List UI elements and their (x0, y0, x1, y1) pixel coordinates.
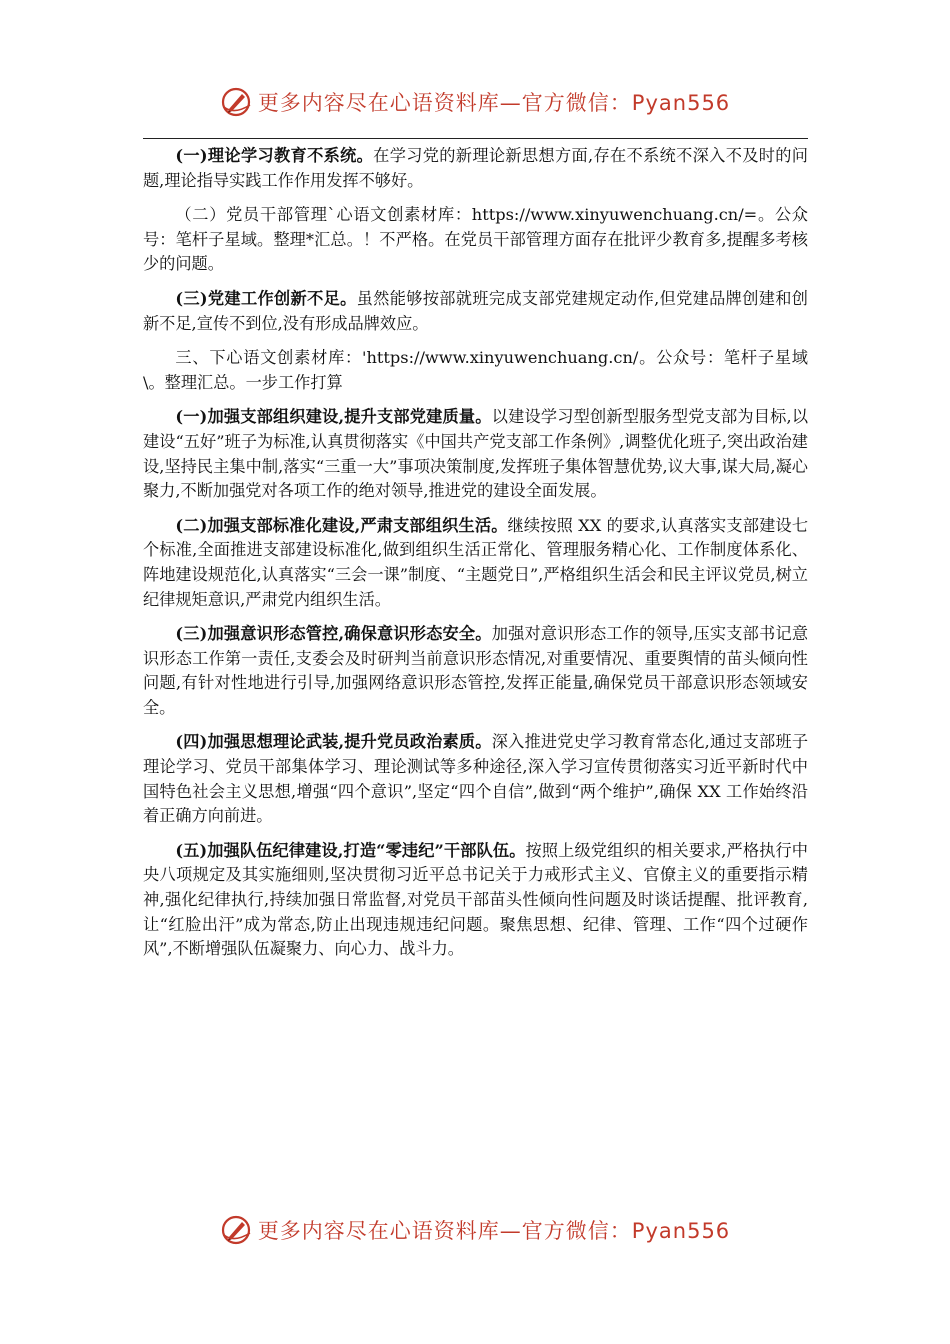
watermark-text: 更多内容尽在心语资料库—官方微信：Pyan556 (257, 91, 731, 115)
paragraph-text: 深入推进党史学习教育常态化,通过支部班子理论学习、党员干部集体学习、理论测试等多种途径,深入学习宣传贯彻落实习近平新时代中国特色社会主义思想,增强“四个意识”,坚定“四个自信”,做到“两个维护”,确保 XX 工作始终沿着正确方向前进。 (143, 732, 809, 826)
paragraph-heading: (三)党建工作创新不足。 (175, 288, 357, 308)
paragraph-heading: (一)理论学习教育不系统。 (175, 146, 374, 165)
paragraph (143, 514, 808, 612)
paragraph (143, 839, 808, 962)
header-rule (143, 138, 808, 139)
paragraph (143, 346, 808, 395)
footer-watermark (0, 1208, 950, 1252)
paragraph-heading: (一)加强支部组织建设,提升支部党建质量。 (175, 407, 492, 427)
paragraph-heading: (四)加强思想理论武装,提升党员政治素质。 (175, 732, 492, 752)
watermark-text: 更多内容尽在心语资料库—官方微信：Pyan556 (257, 1219, 731, 1243)
pen-ribbon-logo-icon (220, 85, 254, 119)
paragraph (143, 730, 808, 828)
paragraph (143, 287, 808, 336)
pen-ribbon-logo-icon (220, 1213, 254, 1247)
paragraph-text: 虽然能够按部就班完成支部党建规定动作,但党建品牌创建和创新不足,宣传不到位,没有形成品牌效应。 (143, 288, 808, 333)
paragraph-text: 按照上级党组织的相关要求,严格执行中央八项规定及其实施细则,坚决贯彻习近平总书记关于力戒形式主义、官僚主义的重要指示精神,强化纪律执行,持续加强日常监督,对党员干部苗头性倾向性问题及时谈话提醒、批评教育,让“红脸出汗”成为常态,防止出现违规违纪问题。聚焦思想、纪律、管理、工作“四个过硬作风”,不断增强队伍凝聚力、向心力、战斗力。 (143, 840, 808, 959)
paragraph-heading: (三)加强意识形态管控,确保意识形态安全。 (175, 624, 492, 644)
paragraph-text: 加强对意识形态工作的领导,压实支部书记意识形态工作第一责任,支委会及时研判当前意识形态情况,对重要情况、重要舆情的苗头倾向性问题,有针对性地进行引导,加强网络意识形态管控,发挥正能量,确保党员干部意识形态领域安全。 (143, 624, 809, 717)
paragraph (143, 144, 808, 193)
paragraph-heading: (二)加强支部标准化建设,严肃支部组织生活。 (175, 515, 508, 535)
document-body (143, 144, 808, 972)
paragraph (143, 203, 808, 277)
header-watermark (0, 80, 950, 124)
paragraph (143, 622, 808, 720)
paragraph-text: 在学习党的新理论新思想方面,存在不系统不深入不及时的问题,理论指导实践工作作用发挥不够好。 (143, 146, 808, 190)
paragraph-text: 三、下心语文创素材库：'https://www.xinyuwenchuang.cn/。公众号：笔杆子星域\。整理汇总。一步工作打算 (143, 348, 808, 392)
paragraph-heading: (五)加强队伍纪律建设,打造“零违纪”干部队伍。 (175, 840, 526, 860)
paragraph-text: 继续按照 XX 的要求,认真落实支部建设七个标准,全面推进支部建设标准化,做到组织生活正常化、管理服务精心化、工作制度体系化、阵地建设规范化,认真落实“三会一课”制度、“主题党日”,严格组织生活会和民主评议党员,树立纪律规矩意识,严肃党内组织生活。 (143, 515, 809, 609)
paragraph-text: （二）党员干部管理`心语文创素材库：https://www.xinyuwenchuang.cn/=。公众号：笔杆子星域。整理*汇总。！不严格。在党员干部管理方面存在批评少教育多,提醒多考核少的问题。 (143, 205, 808, 274)
paragraph (143, 405, 808, 503)
paragraph-text: 以建设学习型创新型服务型党支部为目标,以建设“五好”班子为标准,认真贯彻落实《中国共产党支部工作条例》,调整优化班子,突出政治建设,坚持民主集中制,落实“三重一大”事项决策制度,发挥班子集体智慧优势,议大事,谋大局,凝心聚力,不断加强党对各项工作的绝对领导,推进党的建设全面发展。 (143, 407, 809, 501)
